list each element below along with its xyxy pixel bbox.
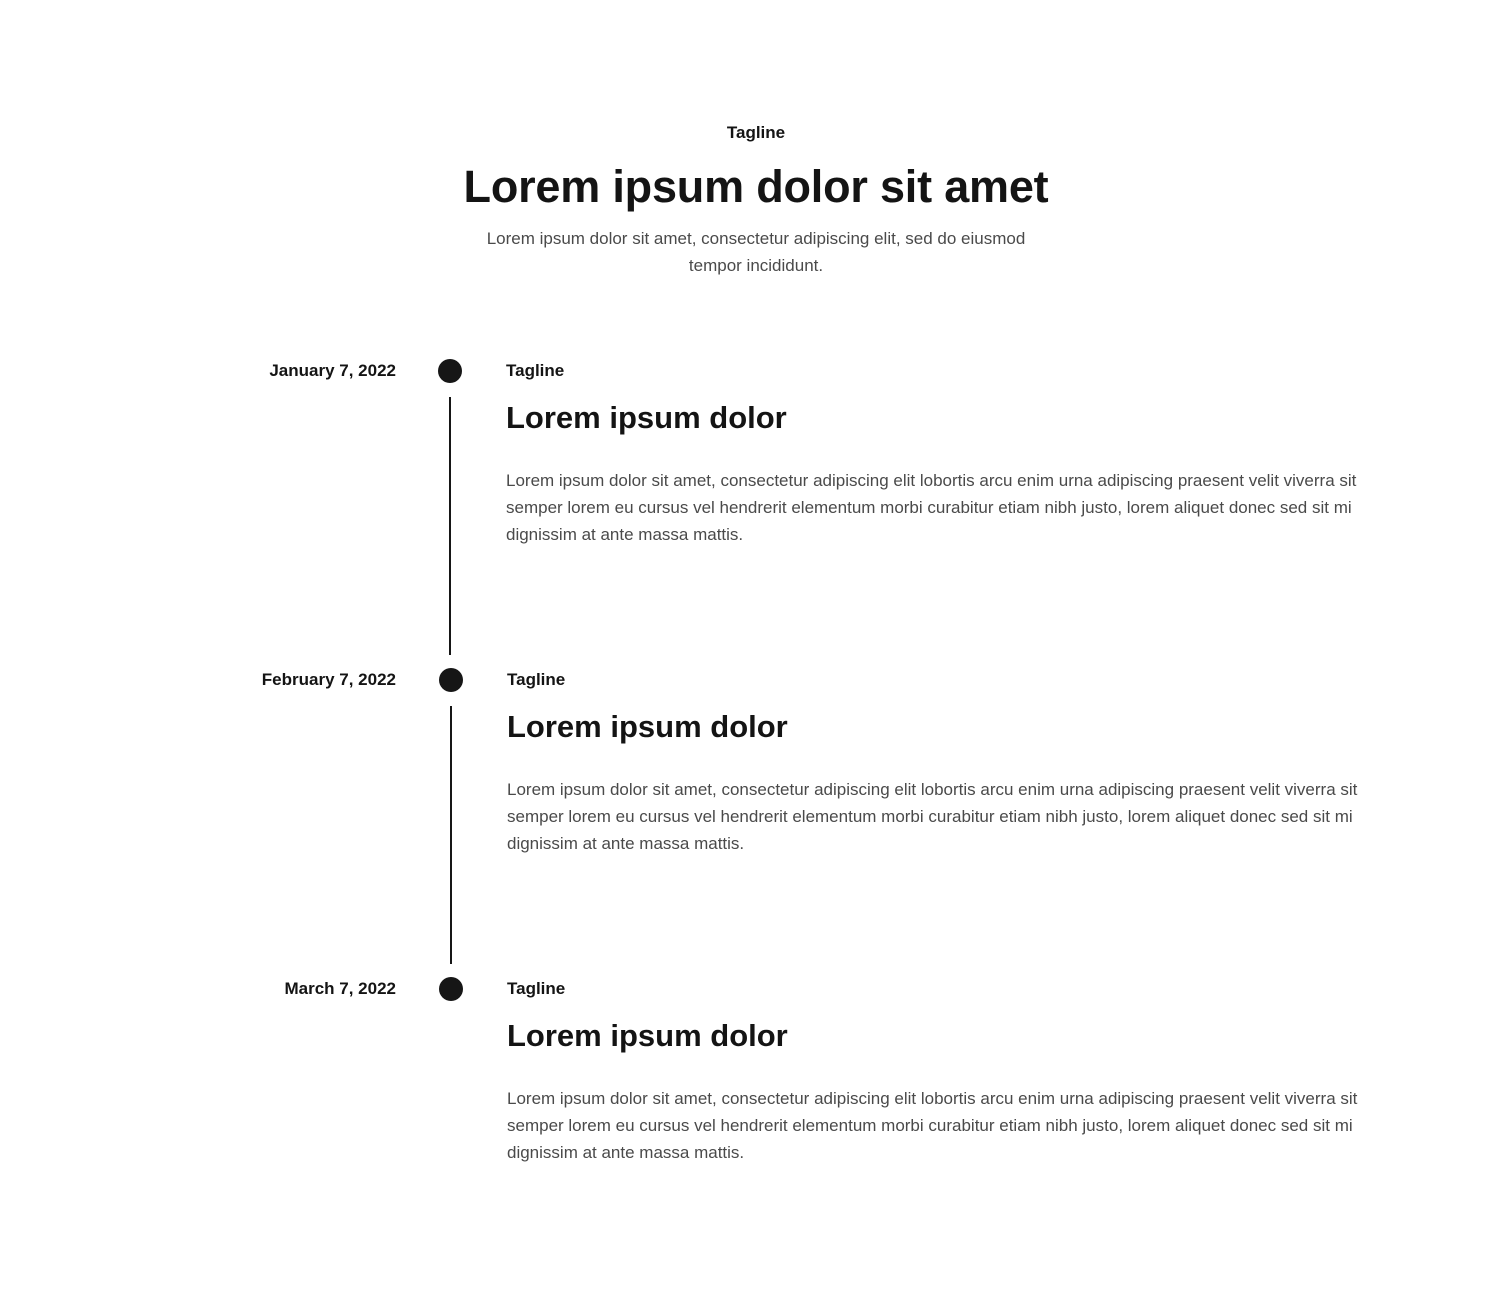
timeline-item-title: Lorem ipsum dolor [507, 1018, 788, 1053]
timeline-connector-line [450, 706, 452, 964]
timeline-content [506, 359, 1416, 548]
timeline-content [507, 977, 1417, 1166]
timeline-date: March 7, 2022 [284, 979, 396, 998]
timeline-dot [439, 977, 463, 1001]
timeline-item-title: Lorem ipsum dolor [506, 400, 787, 435]
timeline-item-body: Lorem ipsum dolor sit amet, consectetur adipiscing elit lobortis arcu enim urna adipiscing praesent velit viverra sit semper lorem eu cursus vel hendrerit elementum morbi curabitur etiam nibh justo, lorem aliquet donec sed sit mi dignissim at ante massa mattis. [507, 1089, 1358, 1162]
page-title: Lorem ipsum dolor sit amet [463, 161, 1049, 212]
timeline-item-tagline: Tagline [507, 670, 566, 689]
timeline-item [0, 979, 1512, 1229]
page-subtitle: Lorem ipsum dolor sit amet, consectetur adipiscing elit, sed do eiusmod tempor incididunt. [486, 229, 1026, 275]
timeline-date: February 7, 2022 [261, 670, 396, 689]
timeline-dot [439, 668, 463, 692]
timeline-item-title: Lorem ipsum dolor [507, 709, 788, 744]
timeline-connector-line [449, 397, 451, 655]
timeline-item-body: Lorem ipsum dolor sit amet, consectetur adipiscing elit lobortis arcu enim urna adipiscing praesent velit viverra sit semper lorem eu cursus vel hendrerit elementum morbi curabitur etiam nibh justo, lorem aliquet donec sed sit mi dignissim at ante massa mattis. [506, 471, 1357, 544]
timeline-content [507, 668, 1417, 857]
timeline-date: January 7, 2022 [269, 361, 396, 380]
header-tagline: Tagline [726, 123, 786, 142]
timeline-item-body: Lorem ipsum dolor sit amet, consectetur adipiscing elit lobortis arcu enim urna adipiscing praesent velit viverra sit semper lorem eu cursus vel hendrerit elementum morbi curabitur etiam nibh justo, lorem aliquet donec sed sit mi dignissim at ante massa mattis. [507, 780, 1358, 853]
timeline-item-tagline: Tagline [506, 361, 565, 380]
timeline-item [0, 670, 1512, 920]
timeline-item-tagline: Tagline [507, 979, 566, 998]
timeline-item [0, 361, 1512, 611]
timeline-dot [438, 359, 462, 383]
